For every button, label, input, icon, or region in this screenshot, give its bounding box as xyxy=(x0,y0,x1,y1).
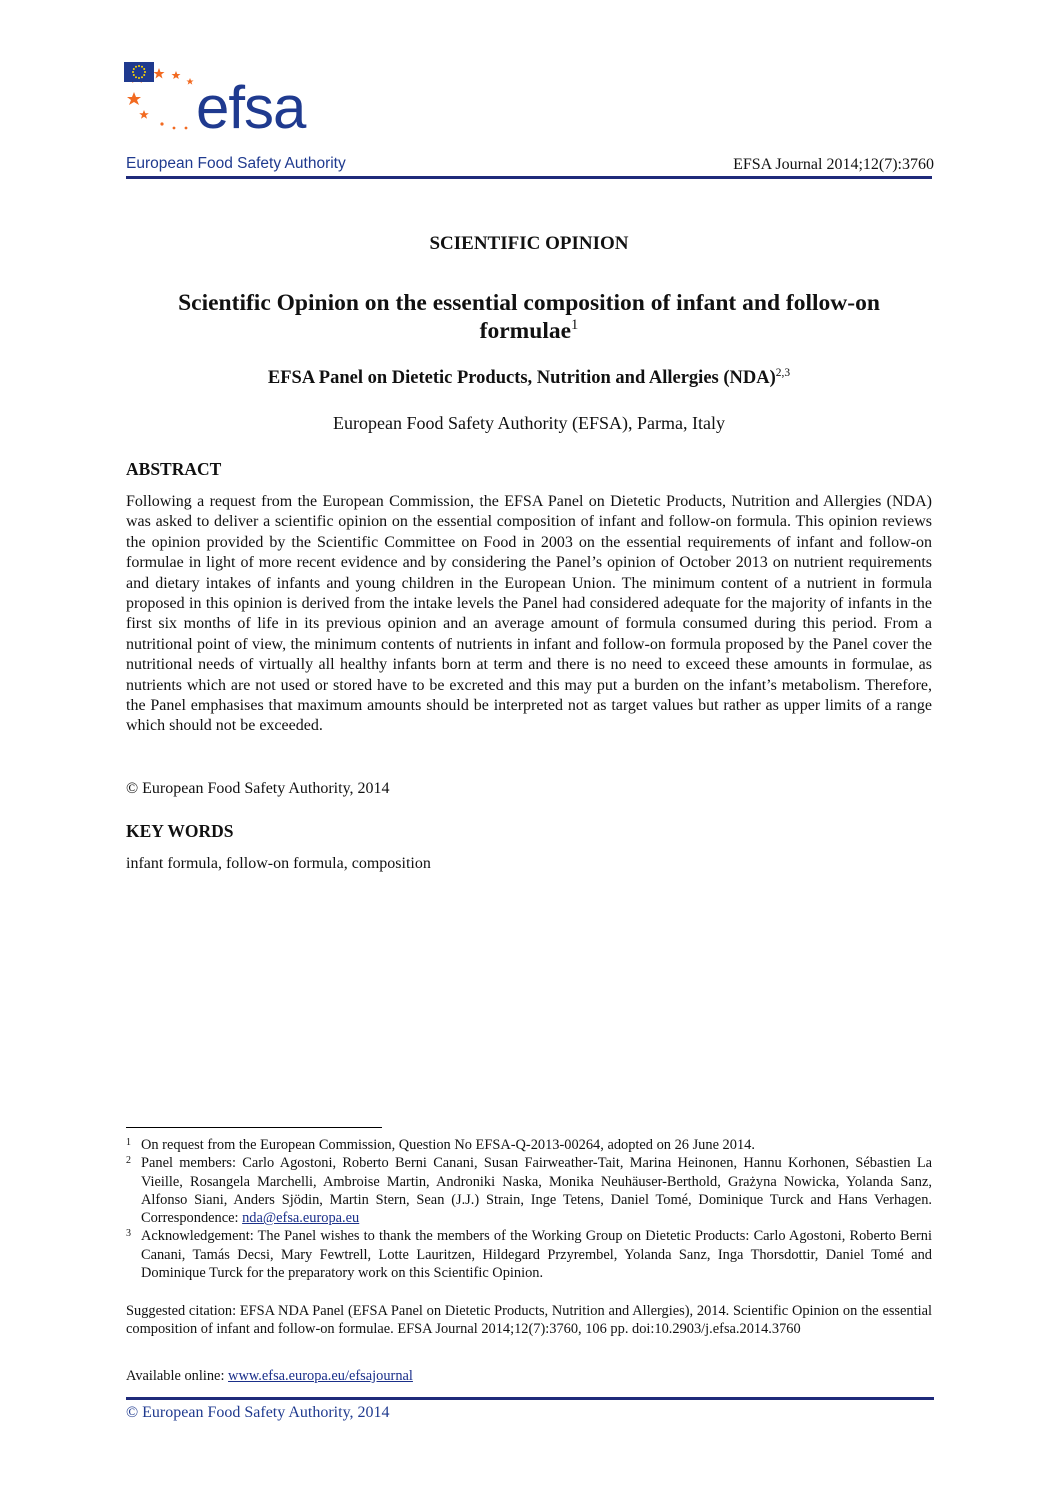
document-title xyxy=(126,289,932,345)
journal-reference: EFSA Journal 2014;12(7):3760 xyxy=(733,156,934,173)
footnote-number: 1 xyxy=(126,1137,131,1148)
panel-name-text: EFSA Panel on Dietetic Products, Nutrition and Allergies (NDA) xyxy=(267,368,776,388)
footnote-1 xyxy=(126,1136,932,1154)
abstract-heading-initial: A xyxy=(126,459,139,479)
correspondence-email-link[interactable]: nda@efsa.europa.eu xyxy=(242,1210,360,1227)
panel-name xyxy=(126,368,932,389)
eu-flag-icon xyxy=(124,62,154,82)
abstract-body: Following a request from the European Commission, the EFSA Panel on Dietetic Products, Nutrition and Allergies (NDA) was asked to deliver a scientific opinion on the essential composition of infant and follow-on formula. This opinion reviews the opinion provided by the Scientific Committee on Food in 2003 on the essential requirements of infant and follow-on formulae in light of more recent evidence and by considering the Panel’s opinion of October 2013 on nutrient requirements and dietary intakes of infants and young children in the European Union. The minimum content of a nutrient in formula proposed in this opinion is derived from the intake levels the Panel had considered adequate for the majority of infants in the first six months of life in its previous opinion and an average amount of formula consumed during this period. From a nutritional point of view, the minimum contents of nutrients in infant and follow-on formula proposed by the Panel cover the nutritional needs of virtually all healthy infants born at term and there is no need to exceed these amounts in formulae, as nutrients which are not used or stored have to be excreted and this may put a burden on the infant’s metabolism. Therefore, the Panel emphasises that maximum amounts should be interpreted not as target values but rather as upper limits of a range which should not be exceeded. xyxy=(126,493,932,735)
abstract-copyright: © European Food Safety Authority, 2014 xyxy=(126,780,390,797)
footnote-text-body: Panel members: Carlo Agostoni, Roberto Berni Canani, Susan Fairweather-Tait, Marina Heinonen, Hannu Korhonen, Sébastien La Vieille, Rosangela Marchelli, Ambroise Martin, Androniki Naska, Monika Neuhäuser-Berthold, Grażyna Nowicka, Yolanda Sanz, Alfonso Siani, Anders Sjödin, Martin Stern, Sean (J.J.) Strain, Inge Tetens, Daniel Tomé, Dominique Turck and Hans Verhagen. Correspondence: xyxy=(141,1155,932,1227)
available-online-label: Available online: xyxy=(126,1368,229,1384)
footnote-number: 3 xyxy=(126,1228,131,1240)
footnote-separator xyxy=(126,1127,382,1128)
footer-copyright: © European Food Safety Authority, 2014 xyxy=(126,1404,390,1421)
footnote-2 xyxy=(126,1154,932,1227)
footnote-3 xyxy=(126,1227,932,1282)
logo-subtitle: European Food Safety Authority xyxy=(126,155,346,172)
efsa-logo xyxy=(124,62,364,180)
document-type: SCIENTIFIC OPINION xyxy=(429,233,629,254)
footnotes xyxy=(126,1136,932,1282)
journal-url-link[interactable]: www.efsa.europa.eu/efsajournal xyxy=(228,1368,413,1384)
footnote-number: 2 xyxy=(126,1155,131,1167)
keywords-heading-rest: EY WORDS xyxy=(139,821,234,841)
keywords-heading-initial: K xyxy=(126,821,140,841)
abstract-heading xyxy=(126,459,932,480)
keywords-body: infant formula, follow-on formula, composition xyxy=(126,855,431,872)
footnote-text xyxy=(141,1154,932,1227)
header-rule xyxy=(126,176,932,179)
available-online xyxy=(126,1368,413,1385)
keywords-heading xyxy=(126,821,932,842)
affiliation: European Food Safety Authority (EFSA), Parma, Italy xyxy=(333,413,725,433)
footnote-text: Acknowledgement: The Panel wishes to thank the members of the Working Group on Dietetic Products: Carlo Agostoni, Roberto Berni Canani, Tamás Decsi, Mary Fewtrell, Lotte Lauritzen, Hildegard Przyrembel, Yolanda Sanz, Inga Thorsdottir, Daniel Tomé and Dominique Turck for the preparatory work on this Scientific Opinion. xyxy=(141,1228,932,1282)
title-footnote-ref[interactable]: 1 xyxy=(571,317,579,334)
abstract-heading-rest: BSTRACT xyxy=(138,459,222,479)
suggested-citation: Suggested citation: EFSA NDA Panel (EFSA Panel on Dietetic Products, Nutrition and Allergies), 2014. Scientific Opinion on the essential composition of infant and follow-on formulae. EFSA Journal 2014;12(7):3760, 106 pp. doi:10.2903/j.efsa.2014.3760 xyxy=(126,1303,932,1338)
footnote-text: On request from the European Commission, Question No EFSA-Q-2013-00264, adopted on 26 June 2014. xyxy=(141,1137,755,1153)
footer-rule xyxy=(126,1397,934,1400)
panel-footnote-ref[interactable]: 2,3 xyxy=(775,366,791,379)
document-title-text: Scientific Opinion on the essential composition of infant and follow-on formulae xyxy=(178,290,880,344)
logo-wordmark: efsa xyxy=(196,74,306,141)
